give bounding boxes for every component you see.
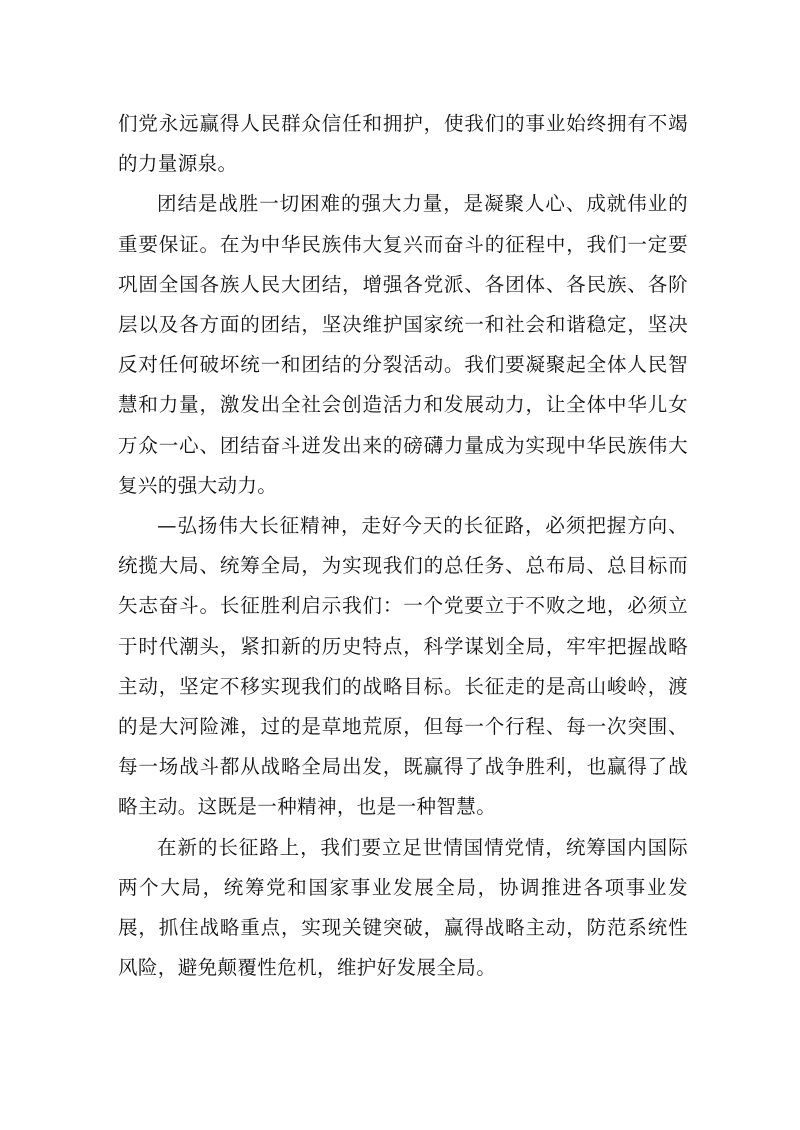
paragraph-1: 们党永远赢得人民群众信任和拥护，使我们的事业始终拥有不竭的力量源泉。 (118, 112, 688, 176)
document-body (118, 104, 688, 988)
paragraph-2: 团结是战胜一切困难的强大力量，是凝聚人心、成就伟业的重要保证。在为中华民族伟大复兴而奋斗的征程中，我们一定要巩固全国各族人民大团结，增强各党派、各团体、各民族、各阶层以及各方面的团结，坚决维护国家统一和社会和谐稳定，坚决反对任何破坏统一和团结的分裂活动。我们要凝聚起全体人民智慧和力量，激发出全社会创造活力和发展动力，让全体中华儿女万众一心、团结奋斗迸发出来的磅礴力量成为实现中华民族伟大复兴的强大动力。 (118, 192, 688, 497)
paragraph-3: —弘扬伟大长征精神，走好今天的长征路，必须把握方向、统揽大局、统筹全局，为实现我们的总任务、总布局、总目标而矢志奋斗。长征胜利启示我们：一个党要立于不败之地，必须立于时代潮头，紧扣新的历史特点，科学谋划全局，牢牢把握战略主动，坚定不移实现我们的战略目标。长征走的是高山峻岭，渡的是大河险滩，过的是草地荒原，但每一个行程、每一次突围、每一场战斗都从战略全局出发，既赢得了战争胜利，也赢得了战略主动。这既是一种精神，也是一种智慧。 (118, 514, 688, 819)
paragraph-4: 在新的长征路上，我们要立足世情国情党情，统筹国内国际两个大局，统筹党和国家事业发展全局，协调推进各项事业发展，抓住战略重点，实现关键突破，赢得战略主动，防范系统性风险，避免颠覆性危机，维护好发展全局。 (118, 835, 688, 980)
